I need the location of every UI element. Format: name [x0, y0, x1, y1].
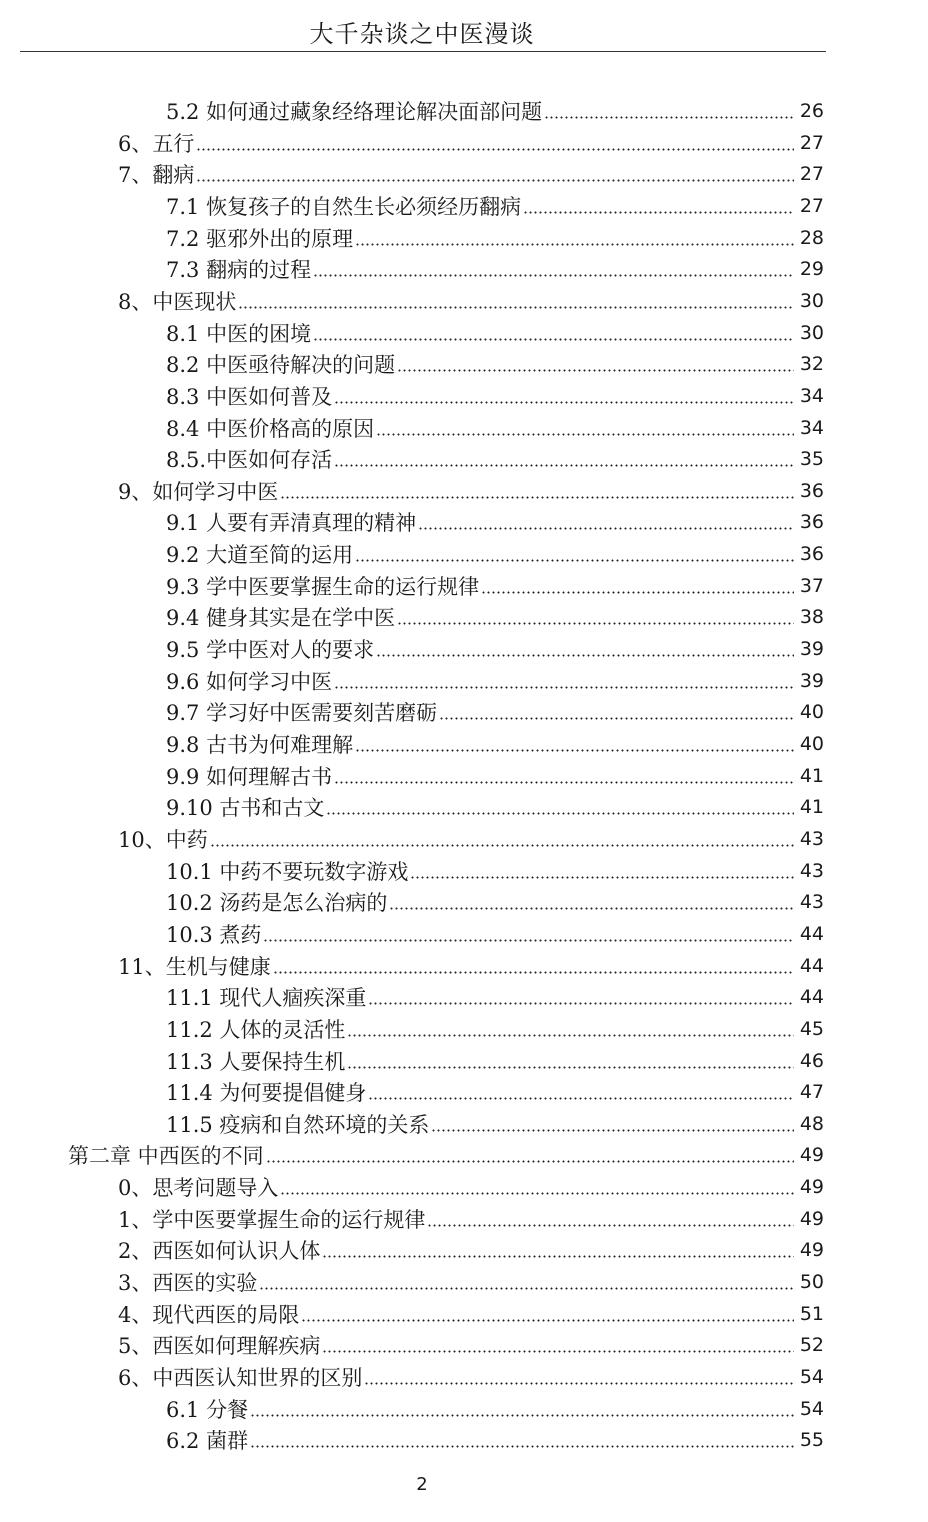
- toc-entry-page: 37: [799, 574, 824, 597]
- toc-entry-page: 44: [799, 922, 824, 945]
- toc-entry-label: 9.7 学习好中医需要刻苦磨砺: [166, 701, 438, 726]
- toc-entry[interactable]: [166, 253, 824, 285]
- toc-entry-label: 9.6 如何学习中医: [166, 669, 333, 694]
- toc-entry-page: 49: [799, 1144, 824, 1167]
- toc-entry-label: 8.1 中医的困境: [166, 321, 312, 346]
- toc-dot-leader: [427, 1224, 794, 1227]
- toc-entry-label: 8.4 中医价格高的原因: [166, 416, 375, 441]
- toc-entry-label: 9.5 学中医对人的要求: [166, 638, 375, 663]
- toc-dot-leader: [259, 1287, 794, 1290]
- toc-entry-page: 38: [799, 606, 824, 629]
- toc-dot-leader: [280, 1192, 794, 1195]
- toc-entry-label: 9.4 健身其实是在学中医: [166, 606, 396, 631]
- toc-entry-label: 11.1 现代人痼疾深重: [166, 986, 367, 1011]
- toc-dot-leader: [238, 306, 794, 309]
- toc-entry-label: 7、翻病: [118, 163, 195, 188]
- toc-dot-leader: [364, 1382, 794, 1385]
- toc-entry-page: 35: [799, 448, 824, 471]
- toc-entry[interactable]: [118, 823, 824, 855]
- toc-dot-leader: [410, 876, 794, 879]
- toc-dot-leader: [544, 116, 794, 119]
- toc-entry[interactable]: [166, 570, 824, 602]
- toc-entry[interactable]: [166, 348, 824, 380]
- toc-entry-page: 43: [799, 859, 824, 882]
- toc-entry-label: 8、中医现状: [118, 289, 237, 314]
- toc-entry[interactable]: [166, 190, 824, 222]
- document-title: 大千杂谈之中医漫谈: [309, 20, 535, 48]
- toc-dot-leader: [250, 1445, 794, 1448]
- toc-entry[interactable]: [118, 1234, 824, 1266]
- toc-entry[interactable]: [118, 1171, 824, 1203]
- toc-dot-leader: [313, 338, 794, 341]
- toc-dot-leader: [326, 812, 794, 815]
- toc-dot-leader: [389, 907, 794, 910]
- toc-entry-page: 55: [799, 1429, 824, 1452]
- toc-entry-page: 39: [799, 638, 824, 661]
- toc-entry-page: 48: [799, 1112, 824, 1135]
- toc-dot-leader: [322, 1255, 794, 1258]
- toc-entry-label: 第二章 中西医的不同: [68, 1144, 264, 1169]
- toc-dot-leader: [355, 243, 794, 246]
- toc-entry-page: 26: [799, 100, 824, 122]
- toc-entry-label: 6、中西医认知世界的区别: [118, 1366, 363, 1390]
- toc-entry[interactable]: [166, 1108, 824, 1140]
- toc-entry-label: 6、五行: [118, 131, 195, 156]
- toc-entry-label: 11.2 人体的灵活性: [166, 1017, 346, 1042]
- toc-dot-leader: [355, 749, 794, 752]
- toc-entry[interactable]: [166, 760, 824, 792]
- toc-dot-leader: [301, 1319, 794, 1322]
- toc-entry-page: 30: [799, 289, 824, 312]
- toc-entry[interactable]: [166, 601, 824, 633]
- toc-dot-leader: [523, 211, 794, 214]
- toc-entry-page: 45: [799, 1017, 824, 1040]
- toc-entry-label: 10.1 中药不要玩数字游戏: [166, 859, 409, 884]
- toc-entry[interactable]: [166, 380, 824, 412]
- toc-entry-page: 54: [799, 1366, 824, 1388]
- toc-entry-label: 0、思考问题导入: [118, 1176, 279, 1201]
- toc-dot-leader: [273, 971, 794, 974]
- toc-entry-label: 8.3 中医如何普及: [166, 384, 333, 409]
- toc-entry-label: 5.2 如何通过藏象经络理论解决面部问题: [166, 100, 543, 124]
- toc-entry-page: 49: [799, 1239, 824, 1262]
- toc-entry-label: 6.2 菌群: [166, 1429, 249, 1454]
- toc-entry-label: 9.2 大道至简的运用: [166, 543, 354, 568]
- toc-entry-page: 43: [799, 827, 824, 850]
- toc-entry[interactable]: [166, 95, 824, 127]
- toc-entry-label: 10.3 煮药: [166, 922, 262, 947]
- toc-entry-label: 9.8 古书为何难理解: [166, 733, 354, 757]
- toc-entry-label: 11.4 为何要提倡健身: [166, 1081, 367, 1106]
- toc-entry-label: 6.1 分餐: [166, 1397, 249, 1422]
- toc-entry[interactable]: [166, 855, 824, 887]
- toc-dot-leader: [313, 274, 794, 277]
- toc-entry-label: 9.3 学中医要掌握生命的运行规律: [166, 574, 480, 599]
- toc-entry[interactable]: [166, 1424, 824, 1456]
- toc-dot-leader: [334, 401, 794, 404]
- toc-entry-page: 36: [799, 511, 824, 534]
- toc-dot-leader: [376, 654, 794, 657]
- toc-entry-label: 9.9 如何理解古书: [166, 764, 333, 789]
- toc-entry[interactable]: [166, 443, 824, 475]
- toc-entry-page: 27: [799, 131, 824, 154]
- toc-dot-leader: [431, 1129, 794, 1132]
- toc-entry-label: 9.10 古书和古文: [166, 796, 325, 821]
- toc-entry[interactable]: [118, 285, 824, 317]
- toc-entry-page: 41: [799, 764, 824, 787]
- toc-dot-leader: [263, 939, 794, 942]
- toc-entry[interactable]: [166, 1013, 824, 1045]
- toc-entry[interactable]: [118, 1361, 824, 1393]
- toc-entry-page: 46: [799, 1049, 824, 1072]
- toc-dot-leader: [347, 1034, 794, 1037]
- toc-entry-page: 51: [799, 1302, 824, 1325]
- toc-entry-label: 9、如何学习中医: [118, 479, 279, 504]
- toc-dot-leader: [355, 559, 794, 562]
- toc-entry-page: 34: [799, 384, 824, 407]
- toc-entry[interactable]: [166, 317, 824, 349]
- toc-entry-label: 11、生机与健康: [118, 954, 271, 979]
- toc-entry-page: 50: [799, 1271, 824, 1294]
- toc-entry-label: 9.1 人要有弄清真理的精神: [166, 511, 417, 536]
- toc-entry-page: 34: [799, 416, 824, 439]
- page-number: 2: [416, 1474, 428, 1495]
- toc-entry-page: 44: [799, 954, 824, 977]
- toc-entry-page: 27: [799, 163, 824, 186]
- toc-entry-label: 1、学中医要掌握生命的运行规律: [118, 1207, 426, 1232]
- toc-entry[interactable]: [166, 918, 824, 950]
- toc-entry-page: 41: [799, 796, 824, 819]
- toc-entry[interactable]: [118, 475, 824, 507]
- toc-entry-page: 49: [799, 1207, 824, 1230]
- toc-dot-leader: [418, 527, 794, 530]
- toc-entry-label: 2、西医如何认识人体: [118, 1239, 321, 1264]
- toc-entry-page: 54: [799, 1397, 824, 1420]
- toc-dot-leader: [196, 148, 794, 151]
- toc-entry-page: 49: [799, 1176, 824, 1199]
- toc-entry-label: 10.2 汤药是怎么治病的: [166, 891, 388, 916]
- toc-dot-leader: [334, 464, 794, 467]
- toc-entry-label: 10、中药: [118, 827, 208, 852]
- toc-entry[interactable]: [118, 1329, 824, 1361]
- toc-entry[interactable]: [118, 950, 824, 982]
- toc-entry[interactable]: [166, 886, 824, 918]
- toc-entry-label: 3、西医的实验: [118, 1271, 258, 1296]
- toc-entry[interactable]: [118, 158, 824, 190]
- toc-entry-label: 8.5.中医如何存活: [166, 448, 333, 473]
- toc-dot-leader: [334, 781, 794, 784]
- toc-dot-leader: [376, 433, 794, 436]
- toc-entry-page: 29: [799, 258, 824, 281]
- toc-entry[interactable]: [68, 1139, 824, 1171]
- toc-dot-leader: [397, 369, 794, 372]
- toc-dot-leader: [368, 1002, 794, 1005]
- toc-entry[interactable]: [166, 633, 824, 665]
- toc-entry[interactable]: [118, 1298, 824, 1330]
- header-divider: [20, 51, 826, 52]
- toc-entry-label: 8.2 中医亟待解决的问题: [166, 353, 396, 378]
- toc-entry-page: 39: [799, 669, 824, 692]
- toc-entry-page: 44: [799, 986, 824, 1009]
- toc-entry-page: 28: [799, 226, 824, 249]
- toc-entry[interactable]: [166, 1045, 824, 1077]
- toc-dot-leader: [397, 622, 794, 625]
- toc-entry-label: 7.2 驱邪外出的原理: [166, 226, 354, 251]
- toc-entry[interactable]: [118, 1203, 824, 1235]
- toc-entry-label: 5、西医如何理解疾病: [118, 1334, 321, 1359]
- toc-entry[interactable]: [166, 538, 824, 570]
- toc-entry-page: 27: [799, 194, 824, 217]
- toc-entry-label: 7.1 恢复孩子的自然生长必须经历翻病: [166, 194, 522, 219]
- toc-entry[interactable]: [166, 222, 824, 254]
- toc-entry-label: 11.3 人要保持生机: [166, 1049, 346, 1074]
- toc-entry-page: 52: [799, 1334, 824, 1357]
- toc-entry-label: 4、现代西医的局限: [118, 1302, 300, 1327]
- toc-entry-page: 32: [799, 353, 824, 376]
- toc-entry[interactable]: [118, 1266, 824, 1298]
- toc-entry[interactable]: [166, 981, 824, 1013]
- toc-entry-page: 40: [799, 701, 824, 724]
- toc-entry[interactable]: [166, 728, 824, 760]
- toc-dot-leader: [196, 179, 794, 182]
- toc-dot-leader: [210, 844, 794, 847]
- toc-entry-page: 30: [799, 321, 824, 344]
- toc-entry-page: 47: [799, 1081, 824, 1104]
- toc-entry-label: 7.3 翻病的过程: [166, 258, 312, 283]
- toc-dot-leader: [439, 717, 794, 720]
- toc-entry[interactable]: [166, 1076, 824, 1108]
- toc-entry[interactable]: [166, 665, 824, 697]
- toc-dot-leader: [266, 1160, 794, 1163]
- toc-dot-leader: [481, 591, 794, 594]
- toc-dot-leader: [334, 686, 794, 689]
- toc-entry[interactable]: [166, 506, 824, 538]
- toc-entry[interactable]: [118, 127, 824, 159]
- toc-entry[interactable]: [166, 412, 824, 444]
- toc-entry[interactable]: [166, 1393, 824, 1425]
- toc-entry-page: 43: [799, 891, 824, 914]
- toc-entry[interactable]: [166, 696, 824, 728]
- toc-entry-page: 36: [799, 479, 824, 502]
- toc-dot-leader: [322, 1350, 794, 1353]
- toc-entry-page: 40: [799, 733, 824, 755]
- toc-entry-label: 11.5 疫病和自然环境的关系: [166, 1112, 430, 1137]
- toc-dot-leader: [347, 1066, 794, 1069]
- toc-dot-leader: [280, 496, 794, 499]
- toc-entry-page: 36: [799, 543, 824, 566]
- toc-entry[interactable]: [166, 791, 824, 823]
- toc-dot-leader: [250, 1414, 794, 1417]
- toc-dot-leader: [368, 1097, 794, 1100]
